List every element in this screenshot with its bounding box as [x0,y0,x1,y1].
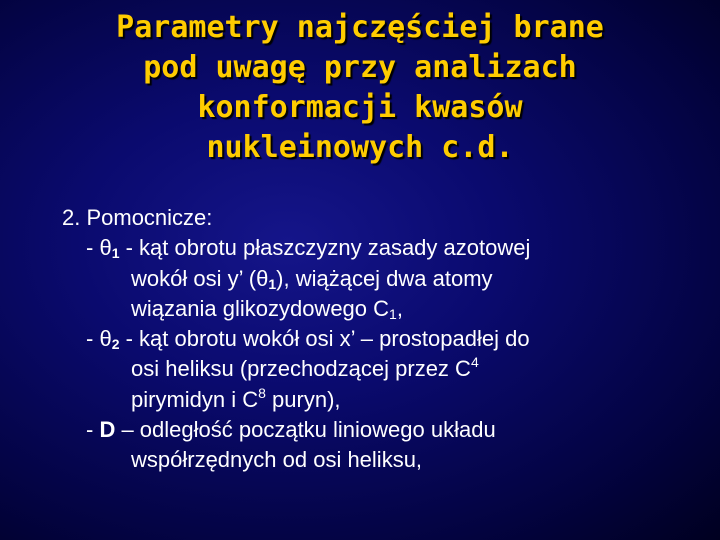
item-text: – odległość początku liniowego układu [115,417,496,443]
item-text: wiązania glikozydowego C [131,295,390,321]
item-text: wokół osi y’ (θ [131,265,269,291]
list-item-theta2-line1 [62,324,702,354]
theta-subscript: 1 [268,275,277,292]
item-text: - kąt obrotu płaszczyzny zasady azotowej [119,235,531,261]
bullet-dash: - [86,235,100,261]
list-item-theta2-line2 [62,354,702,384]
item-text: pirymidyn i C [131,386,259,412]
title-line-3: konformacji kwasów [197,90,523,125]
item-text: - kąt obrotu wokół osi x’ – prostopadłej do [119,326,530,352]
theta-subscript: 2 [111,336,120,353]
atom-subscript: 1 [389,305,397,322]
theta-symbol: θ [99,326,112,352]
item-text: osi heliksu (przechodzącej przez C [131,356,471,382]
bullet-dash: - [86,326,100,352]
slide-body [62,203,702,476]
list-item-theta1-line2 [62,264,702,294]
list-item-d-line2: współrzędnych od osi heliksu, [131,447,423,473]
list-item-theta2-line3 [62,385,702,415]
list-item-theta1-line1 [62,233,702,263]
atom-superscript: 4 [470,354,479,371]
theta-subscript: 1 [111,245,120,262]
item-text: , [396,295,403,321]
atom-superscript: 8 [258,384,266,401]
title-line-2: pod uwagę przy analizach [143,50,577,85]
bullet-dash: - [86,417,100,443]
title-line-1: Parametry najczęściej brane [116,10,604,45]
item-text: puryn), [265,386,341,412]
d-symbol: D [99,417,116,443]
slide-title [40,8,680,168]
list-item-theta1-line3 [62,294,702,324]
theta-symbol: θ [99,235,112,261]
list-item-d-line1 [62,415,702,445]
title-line-4: nukleinowych c.d. [206,130,514,165]
section-heading: 2. Pomocnicze: [62,205,213,230]
item-text: ), wiążącej dwa atomy [276,265,493,291]
